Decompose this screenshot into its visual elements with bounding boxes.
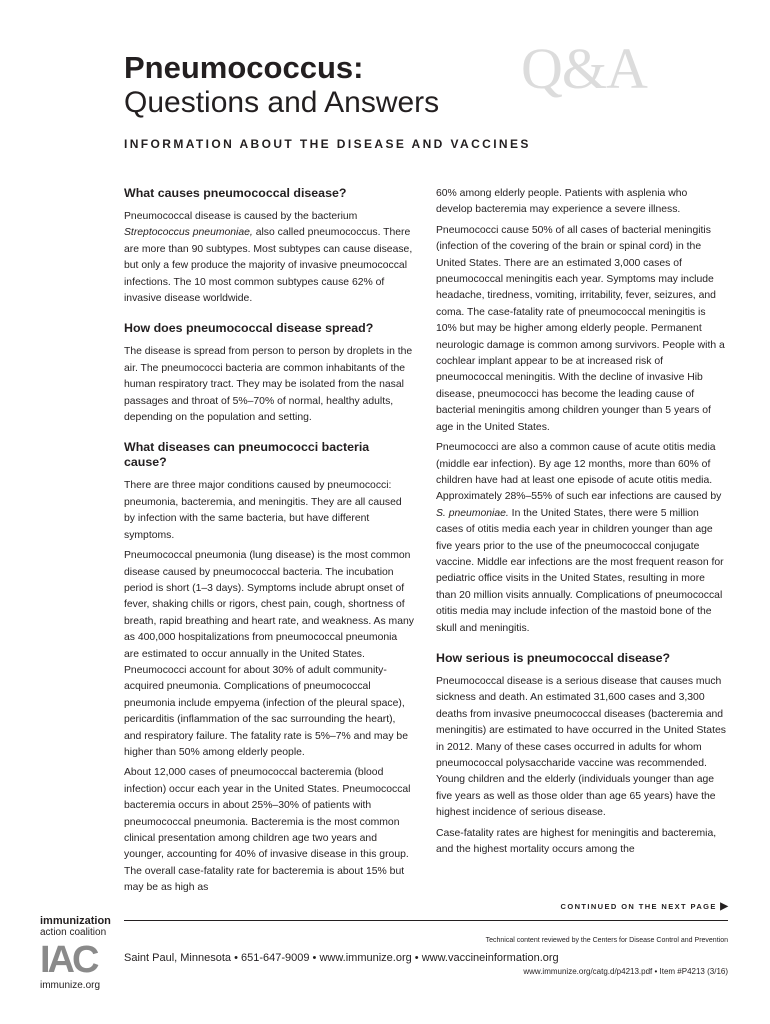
paragraph-diseases-intro: There are three major conditions caused by pneumococci: pneumonia, bacteremia, and meningitis. They are all caused by infection with the same bacteria, but have different symptoms. [124,480,402,541]
qa-watermark: Q&A [521,36,647,101]
paragraph-spread: The disease is spread from person to person by droplets in the air. The pneumococci bacteria are common inhabitants of the human respiratory tract. They may be isolated from the nasal passages and throat of 5%–70% of normal, healthy adults, depending on the population and setting. [124,346,413,424]
logo-text-immunization: immunization [40,915,111,927]
arrow-right-icon: ▶ [720,901,728,912]
review-note: Technical content reviewed by the Centers for Disease Control and Prevention [485,937,728,944]
paragraph-bacteremia-cont: 60% among elderly people. Patients with asplenia who develop bacteremia may experience a severe illness. [436,188,688,216]
section-heading-serious: How serious is pneumococcal disease? [436,650,671,665]
paragraph-fatality: Case-fatality rates are highest for meningitis and bacteremia, and the highest mortality occurs among the [436,827,717,856]
page-title: Pneumococcus: [124,50,364,85]
paragraph-otitis: Pneumococci are also a common cause of acute otitis media (middle ear infection). By age 12 months, more than 60% of children have had at least one episode of acute otitis media. Approximately 28%–55% of such ear infections are caused by S. pneumoniae. In the United States, there were 5 million cases of otitis media each year in children younger than age five years prior to the use of the pneumococcal conjugate vaccine. Middle ear infections are the most frequent reason for pediatric office visits in the United States, resulting in more than 20 million visits annually. Complications of pneumococcal otitis media may include infection of the mastoid bone of the skull and meningitis. [436,442,724,634]
paragraph-causes: Pneumococcal disease is caused by the bacterium Streptococcus pneumoniae, also called pneumococcus. There are more than 90 subtypes. Most subtypes can cause disease, but only a few produce the majority of invasive pneumococcal infections. The 10 most common subtypes cause 62% of invasive disease worldwide. [124,211,413,305]
iac-logo: IAC [40,939,97,981]
section-heading-diseases: What diseases can pneumococci bacteria cause? [124,440,370,470]
left-column [124,186,414,901]
page-subtitle: INFORMATION ABOUT THE DISEASE AND VACCINES [124,137,531,151]
paragraph-bacteremia: About 12,000 cases of pneumococcal bacteremia (blood infection) occur each year in the United States. Pneumococcal bacteremia occurs in about 25%–30% of patients with pneumococcal pneumonia. Bacteremia is the most common clinical presentation among children age two years and younger, accounting for 40% of invasive disease in this group. The overall case-fatality rate for bacteremia is about 15% but may be as high as [124,767,411,894]
logo-url[interactable]: immunize.org [40,980,101,991]
logo-text-coalition: action coalition [40,927,107,938]
right-column [436,186,726,862]
page-title-subline: Questions and Answers [124,86,440,119]
footer-divider [124,920,728,921]
section-heading-causes: What causes pneumococcal disease? [124,186,347,200]
continued-next-page: CONTINUED ON THE NEXT PAGE ▶ [560,901,728,912]
paragraph-serious: Pneumococcal disease is a serious disease that causes much sickness and death. An estimated 31,600 cases and 3,300 deaths from invasive pneumococcal diseases (bacteremia and meningitis) are estimated to have occurred in the United States in 2012. Many of these cases occurred in adults for whom pneumococcal polysaccharide vaccine was recommended. Young children and the elderly (individuals younger than age five years as well as those older than age 65 years) have the highest incidence of serious disease. [436,675,726,819]
section-heading-spread: How does pneumococcal disease spread? [124,321,374,336]
catalog-line[interactable]: www.immunize.org/catg.d/p4213.pdf • Item #P4213 (3/16) [523,967,728,976]
paragraph-pneumonia: Pneumococcal pneumonia (lung disease) is the most common disease caused by pneumococcal bacteria. The incubation period is short (1–3 days). Symptoms include abrupt onset of fever, shaking chills or rigors, chest pain, cough, shortness of breath, rapid breathing and heart rate, and weakness. As many as 400,000 hospitalizations from pneumococcal pneumonia are estimated to occur annually in the United States. Pneumococci account for about 30% of adult community-acquired pneumonia. Complications of pneumococcal pneumonia include empyema (infection of the pleural space), pericarditis (inflammation of the sac surrounding the heart), and respiratory failure. The fatality rate is 5%–7% and may be higher than 50% among elderly people. [124,550,414,758]
contact-line[interactable]: Saint Paul, Minnesota • 651-647-9009 • www.immunize.org • www.vaccineinformation.org [124,952,559,964]
paragraph-meningitis: Pneumococci cause 50% of all cases of bacterial meningitis (infection of the covering of the brain or spinal cord) in the United States. There are an estimated 3,000 cases of pneumococcal meningitis each year. Symptoms may include headache, tiredness, vomiting, irritability, fever, seizures, and coma. The case-fatality rate of pneumococcal meningitis is 10% but may be higher among elderly people. Permanent neurologic damage is common among survivors. People with a cochlear implant appear to be at increased risk of pneumococcal meningitis. With the decline of invasive Hib disease, pneumococci has become the leading cause of bacterial meningitis among children younger than 5 years of age in the United States. [436,224,725,433]
